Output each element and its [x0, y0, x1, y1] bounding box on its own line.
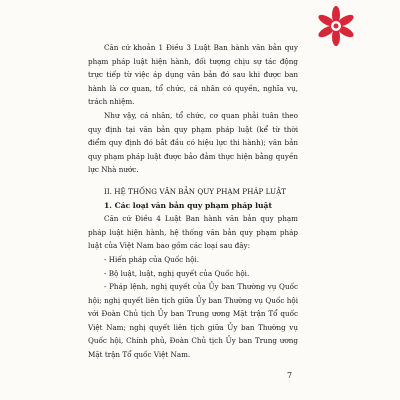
page-number: 7 — [287, 371, 293, 380]
subsection-title: 1. Các loại văn bản quy phạm pháp luật — [104, 200, 272, 210]
intro-paragraph: Căn cứ Điều 4 Luật Ban hành văn bản quy phạm pháp luật hiện hành, hệ thống văn bản quy phạm pháp luật của Việt Nam bao gồm các loại sau đây: — [88, 214, 298, 251]
paragraph-2: Như vậy, cá nhân, tổ chức, cơ quan phải tuân theo quy định tại văn bản quy phạm pháp luật (kể từ thời điểm quy định đó bắt đầu có hiệu lực thi hành); văn bản quy phạm pháp luật được bảo đảm thực hiện bằng quyền lực Nhà nước. — [88, 110, 298, 175]
list-item: - Bộ luật, luật, nghị quyết của Quốc hội. — [104, 268, 250, 278]
section-title: II. HỆ THỐNG VĂN BẢN QUY PHẠM PHÁP LUẬT — [104, 186, 287, 196]
list-item: - Pháp lệnh, nghị quyết của Ủy ban Thường vụ Quốc hội; nghị quyết liên tịch giữa Ủy ban Thường vụ Quốc hội với Đoàn Chủ tịch Ủy ban Trung ương Mặt trận Tổ quốc Việt Nam; nghị quyết liên tịch giữa Ủy ban Thường vụ Quốc hội, Chính phủ, Đoàn Chủ tịch Ủy ban Trung ương Mặt trận Tổ quốc Việt Nam. — [88, 282, 298, 360]
lotus-ornament-icon — [316, 6, 356, 46]
page-body — [88, 41, 298, 362]
list-item: - Hiến pháp của Quốc hội. — [104, 254, 200, 264]
paragraph-1: Căn cứ khoản 1 Điều 3 Luật Ban hành văn bản quy phạm pháp luật hiện hành, đối tượng chịu sự tác động trực tiếp từ việc áp dụng văn bản đó sau khi được ban hành là cơ quan, tổ chức, cá nhân có quyền, nghĩa vụ, trách nhiệm. — [88, 43, 298, 107]
